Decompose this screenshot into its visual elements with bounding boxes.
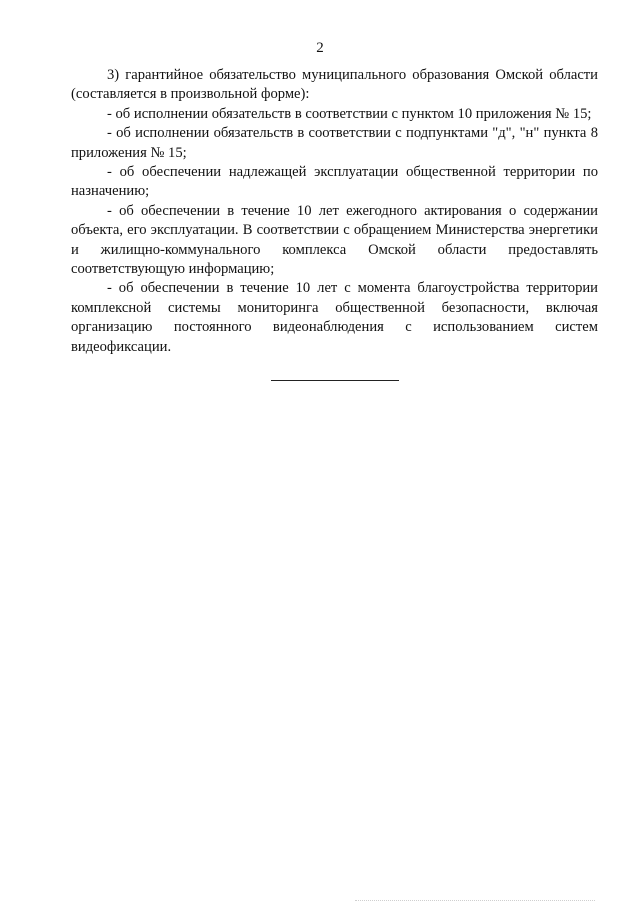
page-number: 2	[316, 40, 324, 56]
obligation-item-clause-10: - об исполнении обязательств в соответствии с пунктом 10 приложения № 15;	[107, 105, 592, 122]
scan-artifact	[355, 900, 595, 901]
document-body	[71, 66, 598, 357]
obligation-item-subclauses: - об исполнении обязательств в соответствии с подпунктами "д", "н" пункта 8 приложения № 15;	[71, 125, 598, 161]
end-divider	[271, 380, 399, 381]
obligation-item-monitoring: - об обеспечении в течение 10 лет с момента благоустройства территории комплексной системы мониторинга общественной безопасности, включая организацию постоянного видеонаблюдения с использованием систем видеофиксации.	[71, 280, 598, 355]
guarantee-obligation-intro: 3) гарантийное обязательство муниципального образования Омской области (составляется в произвольной форме):	[71, 67, 598, 103]
obligation-item-operation: - об обеспечении надлежащей эксплуатации общественной территории по назначению;	[71, 164, 598, 200]
obligation-item-annual-report: - об обеспечении в течение 10 лет ежегодного актирования о содержании объекта, его эксплуатации. В соответствии с обращением Министерства энергетики и жилищно-коммунального комплекса Омской области предоставлять соответствующую информацию;	[71, 202, 598, 278]
